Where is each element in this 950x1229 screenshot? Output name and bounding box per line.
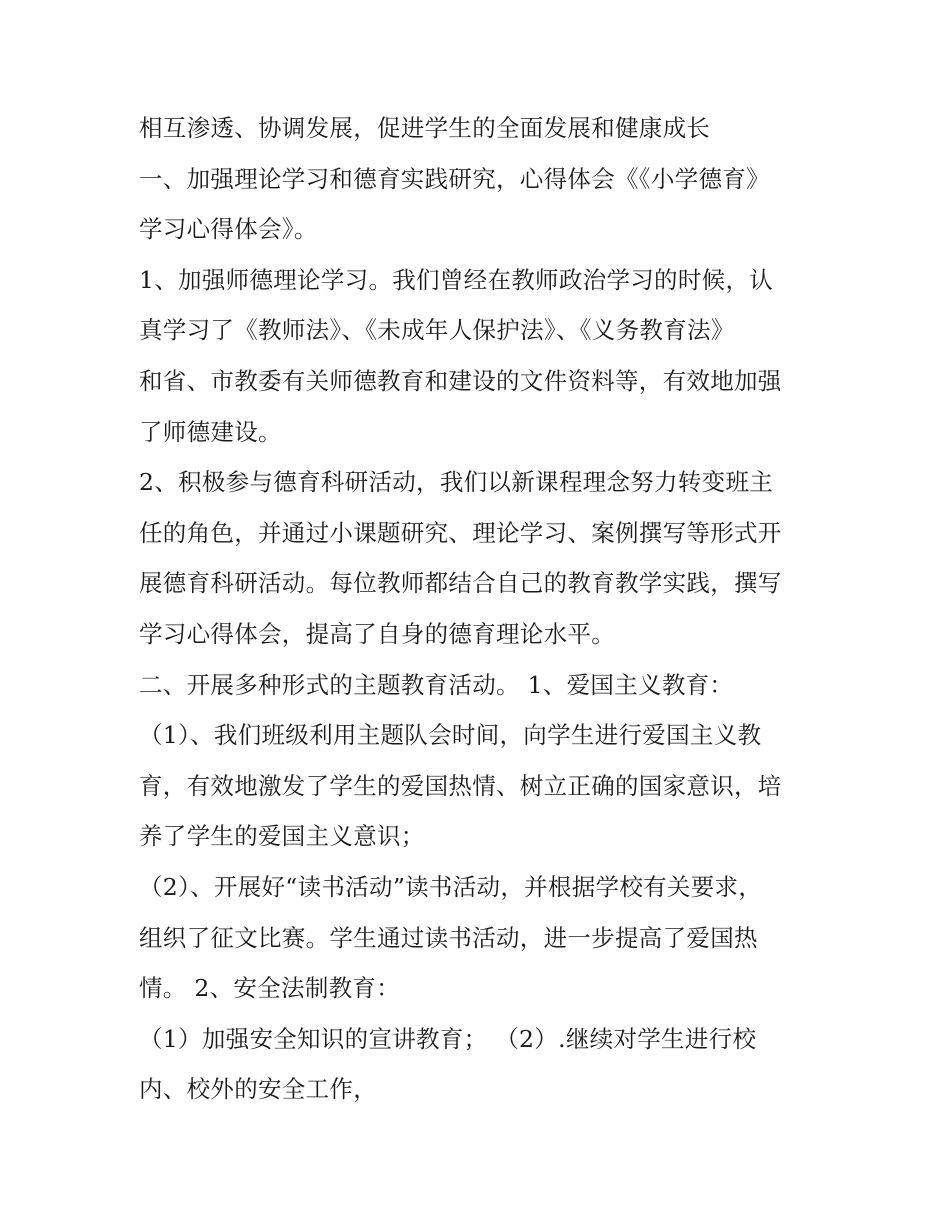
text-line: 2、积极参与德育科研活动，我们以新课程理念努力转变班主 xyxy=(139,468,774,497)
text-line: 育，有效地激发了学生的爱国热情、树立正确的国家意识，培 xyxy=(139,771,782,800)
text-line: 内、校外的安全工作， xyxy=(139,1075,377,1104)
text-line: 学习心得体会，提高了自身的德育理论水平。 xyxy=(139,619,615,648)
text-line: 展德育科研活动。每位教师都结合自己的教育教学实践，撰写 xyxy=(139,569,782,598)
text-line: 和省、市教委有关师德教育和建设的文件资料等，有效地加强 xyxy=(139,366,782,395)
text-line: 养了学生的爱国主义意识； xyxy=(139,822,425,851)
text-line: 学习心得体会》。 xyxy=(139,215,318,244)
text-line: 真学习了《教师法》、《未成年人保护法》、《义务教育法》 xyxy=(139,316,735,345)
text-line: 二、开展多种形式的主题教育活动。 1、爱国主义教育： xyxy=(139,670,734,699)
document-body xyxy=(139,103,829,1115)
text-line: （1）、我们班级利用主题队会时间，向学生进行爱国主义教 xyxy=(139,721,762,750)
text-line: 组织了征文比赛。学生通过读书活动，进一步提高了爱国热 xyxy=(139,923,758,952)
text-line: 一、加强理论学习和德育实践研究，心得体会《《小学德育》 xyxy=(139,164,770,193)
text-line: 任的角色，并通过小课题研究、理论学习、案例撰写等形式开 xyxy=(139,518,782,547)
text-line: 情。 2、安全法制教育： xyxy=(139,974,401,1003)
text-line: （1）加强安全知识的宣讲教育； （2）.继续对学生进行校 xyxy=(139,1024,757,1053)
text-line: 1、加强师德理论学习。我们曾经在教师政治学习的时候，认 xyxy=(139,265,774,294)
text-line: （2）、开展好“读书活动”读书活动，并根据学校有关要求， xyxy=(139,872,763,901)
text-line: 了师德建设。 xyxy=(139,417,282,446)
text-line: 相互渗透、协调发展，促进学生的全面发展和健康成长 xyxy=(139,114,711,142)
